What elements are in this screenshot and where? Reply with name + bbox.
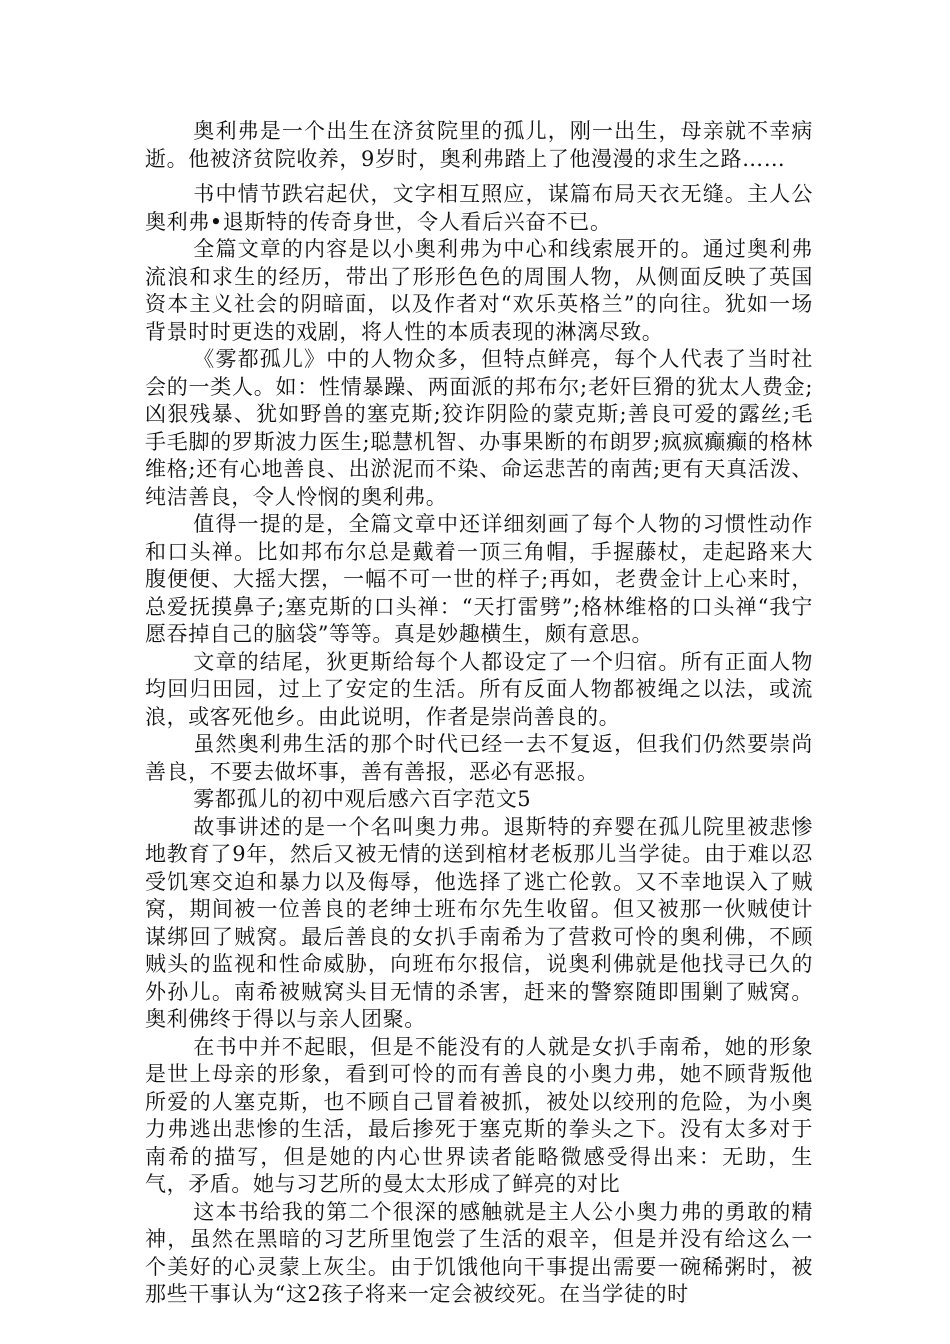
paragraph-content: 全篇文章的内容是以小奥利弗为中心和线索展开的。通过奥利弗流浪和求生的经历，带出了形形色色的周围人物，从侧面反映了英国资本主义社会的阴暗面，以及作者对“欢乐英格兰”的向往。犹如一场背景时时更迭的戏剧，将人性的本质表现的淋漓尽致。 <box>145 237 813 344</box>
paragraph-ending: 文章的结尾，狄更斯给每个人都设定了一个归宿。所有正面人物均回归田园，过上了安定的生活。所有反面人物都被绳之以法，或流浪，或客死他乡。由此说明，作者是崇尚善良的。 <box>145 649 813 729</box>
paragraph-nancy: 在书中并不起眼，但是不能没有的人就是女扒手南希，她的形象是世上母亲的形象，看到可怜的而有善良的小奥力弗，她不顾背叛他所爱的人塞克斯，也不顾自己冒着被抓，被处以绞刑的危险，为小奥力弗逃出悲惨的生活，最后掺死于塞克斯的拳头之下。没有太多对于南希的描写，但是她的内心世界读者能略微感受得出来：无助，生气，矛盾。她与习艺所的曼太太形成了鲜亮的对比 <box>145 1034 813 1196</box>
paragraph-characters: 《雾都孤儿》中的人物众多，但特点鲜亮，每个人代表了当时社会的一类人。如：性情暴躁、两面派的邦布尔;老奸巨猾的犹太人费金;凶狠残暴、犹如野兽的塞克斯;狡诈阴险的蒙克斯;善良可爱的露丝;毛手毛脚的罗斯波力医生;聪慧机智、办事果断的布朗罗;疯疯癫癫的格林维格;还有心地善良、出淤泥而不染、命运悲苦的南茜;更有天真活泼、纯洁善良，令人怜悯的奥利弗。 <box>145 347 813 509</box>
paragraph-habits: 值得一提的是，全篇文章中还详细刻画了每个人物的习惯性动作和口头禅。比如邦布尔总是戴着一顶三角帽，手握藤杖，走起路来大腹便便、大摇大摆，一幅不可一世的样子;再如，老费金计上心来时，总爱抚摸鼻子;塞克斯的口头禅：“天打雷劈”;格林维格的口头禅“我宁愿吞掉自己的脑袋”等等。真是妙趣横生，颇有意思。 <box>145 512 813 646</box>
paragraph-story: 故事讲述的是一个名叫奥力弗。退斯特的弃婴在孤儿院里被悲惨地教育了9年，然后又被无情的送到棺材老板那儿当学徒。由于难以忍受饥寒交迫和暴力以及侮辱，他选择了逃亡伦敦。又不幸地误入了贼窝，期间被一位善良的老绅士班布尔先生收留。但又被那一伙贼使计谋绑回了贼窝。最后善良的女扒手南希为了营救可怜的奥利佛，不顾贼头的监视和性命威胁，向班布尔报信，说奥利佛就是他找寻已久的外孙儿。南希被贼窝头目无情的杀害，赶来的警察随即围剿了贼窝。奥利佛终于得以与亲人团聚。 <box>145 814 813 1031</box>
paragraph-plot: 书中情节跌宕起伏，文字相互照应，谋篇布局天衣无缝。主人公奥利弗•退斯特的传奇身世，令人看后兴奋不已。 <box>145 182 813 234</box>
document-body <box>145 118 813 1309</box>
section-title: 雾都孤儿的初中观后感六百字范文5 <box>193 787 532 811</box>
paragraph-conclusion: 虽然奥利弗生活的那个时代已经一去不复返，但我们仍然要崇尚善良，不要去做坏事，善有善报，恶必有恶报。 <box>145 732 813 784</box>
paragraph-courage: 这本书给我的第二个很深的感触就是主人公小奥力弗的勇敢的精神，虽然在黑暗的习艺所里饱尝了生活的艰辛，但是并没有给这么一个美好的心灵蒙上灰尘。由于饥饿他向干事提出需要一碗稀粥时，被那些干事认为“这2孩子将来一定会被绞死。在当学徒的时 <box>145 1199 813 1306</box>
paragraph-intro: 奥利弗是一个出生在济贫院里的孤儿，刚一出生，母亲就不幸病逝。他被济贫院收养，9岁时，奥利弗踏上了他漫漫的求生之路…… <box>145 119 813 171</box>
